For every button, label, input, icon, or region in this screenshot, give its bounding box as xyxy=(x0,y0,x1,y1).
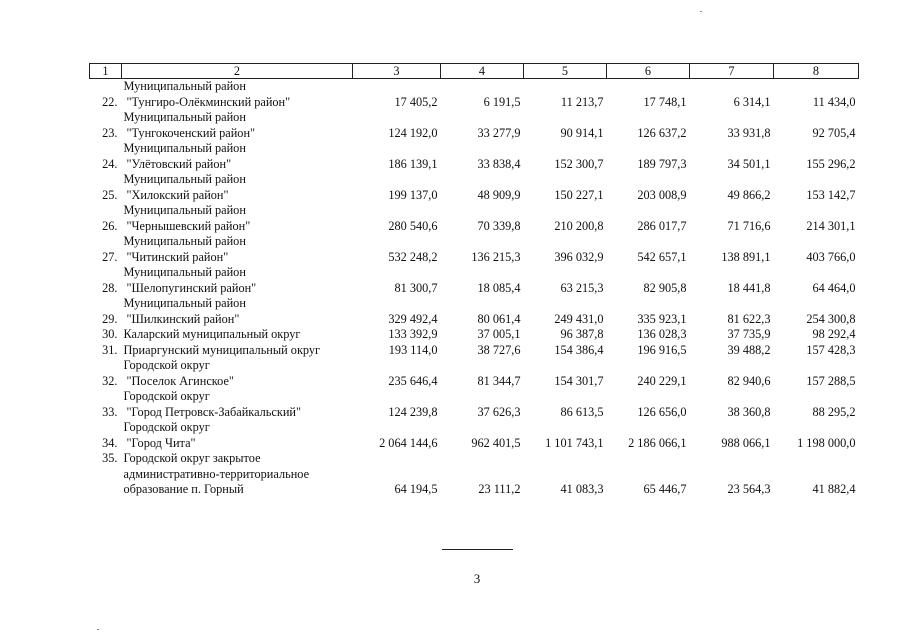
value-cell-col-5: 152 300,7 xyxy=(554,156,604,171)
value-cell-col-5: 210 200,8 xyxy=(554,218,604,233)
municipality-name xyxy=(122,141,353,172)
row-number: 32. xyxy=(102,373,118,388)
column-header-5: 5 xyxy=(524,64,607,79)
value-cell-col-7: 81 622,3 xyxy=(727,311,771,326)
value-cell-col-7: 39 488,2 xyxy=(727,342,771,357)
municipality-name-line: "Хилокский район" xyxy=(126,187,229,202)
table-row xyxy=(90,110,859,141)
value-cell-col-7: 138 891,1 xyxy=(721,249,771,264)
municipality-name-line: Каларский муниципальный округ xyxy=(123,327,301,341)
row-number: 34. xyxy=(102,435,118,450)
value-cell-col-7: 23 564,3 xyxy=(727,482,771,496)
scan-speck xyxy=(97,629,99,630)
municipality-name-line: "Чернышевский район" xyxy=(126,218,251,233)
value-cell-col-7: 38 360,8 xyxy=(727,404,771,419)
municipality-name-line: "Шелопугинский район" xyxy=(126,280,257,295)
footnote-separator xyxy=(442,549,513,550)
table-row xyxy=(90,79,859,111)
value-cell-col-7: 37 735,9 xyxy=(727,327,771,341)
value-cell-col-6: 286 017,7 xyxy=(637,218,687,233)
value-cell-col-7: 34 501,1 xyxy=(727,156,771,171)
table-row xyxy=(90,420,859,451)
municipality-name xyxy=(122,451,353,498)
value-cell-col-5: 41 083,3 xyxy=(560,482,604,496)
table-row xyxy=(90,265,859,296)
value-cell-col-6: 2 186 066,1 xyxy=(628,435,687,450)
value-cell-col-4: 81 344,7 xyxy=(477,373,521,388)
municipality-name-line: "Город Петровск-Забайкальский" xyxy=(126,404,302,419)
value-cell-col-6: 65 446,7 xyxy=(643,482,687,496)
table-row xyxy=(90,343,859,359)
value-cell-col-3: 2 064 144,6 xyxy=(379,435,438,450)
municipality-name-line: "Поселок Агинское" xyxy=(126,373,234,388)
value-cell-col-7: 71 716,6 xyxy=(727,218,771,233)
value-cell-col-3: 17 405,2 xyxy=(394,94,438,109)
municipality-name xyxy=(122,327,353,343)
municipality-name-line: Городской округ xyxy=(123,420,210,434)
value-cell-col-8: 11 434,0 xyxy=(812,94,856,109)
value-cell-col-7: 82 940,6 xyxy=(727,373,771,388)
table-row xyxy=(90,389,859,420)
municipality-name xyxy=(122,420,353,451)
value-cell-col-3: 235 646,4 xyxy=(388,373,438,388)
table-row xyxy=(90,141,859,172)
municipality-name xyxy=(122,110,353,141)
municipality-name-line: "Улётовский район" xyxy=(126,156,232,171)
municipality-name-line: Городской округ xyxy=(123,389,210,403)
municipality-name-line: Муниципальный район xyxy=(123,172,246,186)
value-cell-col-8: 155 296,2 xyxy=(806,156,856,171)
value-cell-col-6: 542 657,1 xyxy=(637,249,687,264)
value-cell-col-5: 1 101 743,1 xyxy=(545,435,604,450)
value-cell-col-4: 37 005,1 xyxy=(477,327,521,341)
value-cell-col-7: 49 866,2 xyxy=(727,187,771,202)
municipality-name-line: "Читинский район" xyxy=(126,249,229,264)
value-cell-col-5: 86 613,5 xyxy=(560,404,604,419)
value-cell-col-5: 396 032,9 xyxy=(554,249,604,264)
municipality-name xyxy=(122,172,353,203)
table-row xyxy=(90,451,859,498)
table-row xyxy=(90,172,859,203)
row-number: 35. xyxy=(102,451,118,465)
value-cell-col-5: 150 227,1 xyxy=(554,187,604,202)
value-cell-col-5: 154 386,4 xyxy=(554,342,604,357)
value-cell-col-4: 33 277,9 xyxy=(477,125,521,140)
value-cell-col-4: 37 626,3 xyxy=(477,404,521,419)
value-cell-col-6: 189 797,3 xyxy=(637,156,687,171)
column-header-4: 4 xyxy=(441,64,524,79)
page-number: 3 xyxy=(473,571,481,586)
value-cell-col-8: 64 464,0 xyxy=(812,280,856,295)
municipality-name-line: Муниципальный район xyxy=(123,296,246,310)
value-cell-col-7: 18 441,8 xyxy=(727,280,771,295)
budget-table xyxy=(89,63,859,498)
value-cell-col-7: 33 931,8 xyxy=(727,125,771,140)
value-cell-col-6: 126 656,0 xyxy=(637,404,687,419)
row-number: 30. xyxy=(102,327,118,341)
municipality-name xyxy=(122,296,353,327)
municipality-name-line: Городской округ xyxy=(123,358,210,372)
municipality-name xyxy=(122,203,353,234)
value-cell-col-3: 124 192,0 xyxy=(388,125,438,140)
municipality-name xyxy=(122,358,353,389)
value-cell-col-8: 157 428,3 xyxy=(806,342,856,357)
value-cell-col-6: 335 923,1 xyxy=(637,311,687,326)
row-number: 29. xyxy=(102,311,118,326)
value-cell-col-4: 18 085,4 xyxy=(477,280,521,295)
value-cell-col-8: 157 288,5 xyxy=(806,373,856,388)
value-cell-col-4: 80 061,4 xyxy=(477,311,521,326)
column-header-1: 1 xyxy=(90,64,122,79)
value-cell-col-3: 64 194,5 xyxy=(394,482,438,496)
municipality-name-line: административно-территориальное xyxy=(123,466,310,481)
value-cell-col-3: 81 300,7 xyxy=(394,280,438,295)
value-cell-col-3: 532 248,2 xyxy=(388,249,438,264)
row-number: 24. xyxy=(102,156,118,171)
row-number: 23. xyxy=(102,125,118,140)
row-number: 26. xyxy=(102,218,118,233)
row-number: 27. xyxy=(102,249,118,264)
row-number: 33. xyxy=(102,404,118,419)
row-number: 31. xyxy=(102,342,118,357)
value-cell-col-6: 240 229,1 xyxy=(637,373,687,388)
municipality-name-line: "Тунгиро-Олёкминский район" xyxy=(126,94,291,109)
table-row xyxy=(90,296,859,327)
value-cell-col-4: 136 215,3 xyxy=(471,249,521,264)
value-cell-col-7: 988 066,1 xyxy=(721,435,771,450)
value-cell-col-3: 280 540,6 xyxy=(388,218,438,233)
row-number: 22. xyxy=(102,94,118,109)
column-header-3: 3 xyxy=(353,64,441,79)
table-row xyxy=(90,358,859,389)
municipality-name-line: Приаргунский муниципальный округ xyxy=(123,342,321,357)
column-header-7: 7 xyxy=(690,64,774,79)
value-cell-col-5: 249 431,0 xyxy=(554,311,604,326)
table-body xyxy=(90,79,859,498)
municipality-name xyxy=(122,265,353,296)
value-cell-col-5: 90 914,1 xyxy=(560,125,604,140)
municipality-name-line: Городской округ закрытое xyxy=(123,451,261,465)
value-cell-col-8: 1 198 000,0 xyxy=(797,435,856,450)
municipality-name-line: "Тунгокоченский район" xyxy=(126,125,256,140)
value-cell-col-6: 203 008,9 xyxy=(637,187,687,202)
row-number: 25. xyxy=(102,187,118,202)
value-cell-col-5: 63 215,3 xyxy=(560,280,604,295)
municipality-name-line: Муниципальный район xyxy=(123,141,246,155)
value-cell-col-4: 6 191,5 xyxy=(483,94,521,109)
municipality-name-line: Муниципальный район xyxy=(123,234,246,248)
municipality-name-line: "Город Чита" xyxy=(126,435,196,450)
value-cell-col-5: 11 213,7 xyxy=(560,94,604,109)
table-row xyxy=(90,203,859,234)
value-cell-col-3: 124 239,8 xyxy=(388,404,438,419)
value-cell-col-8: 41 882,4 xyxy=(812,482,856,496)
value-cell-col-3: 329 492,4 xyxy=(388,311,438,326)
value-cell-col-8: 214 301,1 xyxy=(806,218,856,233)
municipality-name xyxy=(122,389,353,420)
value-cell-col-7: 6 314,1 xyxy=(733,94,771,109)
municipality-name xyxy=(122,79,353,111)
value-cell-col-5: 96 387,8 xyxy=(560,327,604,341)
value-cell-col-8: 88 295,2 xyxy=(812,404,856,419)
value-cell-col-3: 199 137,0 xyxy=(388,187,438,202)
table-row xyxy=(90,327,859,343)
value-cell-col-6: 136 028,3 xyxy=(637,327,687,341)
value-cell-col-6: 196 916,5 xyxy=(637,342,687,357)
scan-speck xyxy=(700,11,702,12)
value-cell-col-4: 33 838,4 xyxy=(477,156,521,171)
table-header-row xyxy=(90,64,859,79)
municipality-name-line: Муниципальный район xyxy=(123,79,246,93)
value-cell-col-3: 193 114,0 xyxy=(388,342,438,357)
value-cell-col-8: 254 300,8 xyxy=(806,311,856,326)
column-header-2: 2 xyxy=(122,64,353,79)
municipality-name-line: "Шилкинский район" xyxy=(126,311,240,326)
municipality-name xyxy=(122,343,353,359)
value-cell-col-4: 23 111,2 xyxy=(478,482,521,496)
value-cell-col-4: 48 909,9 xyxy=(477,187,521,202)
municipality-name-line: Муниципальный район xyxy=(123,110,246,124)
value-cell-col-4: 70 339,8 xyxy=(477,218,521,233)
table-row xyxy=(90,234,859,265)
value-cell-col-4: 962 401,5 xyxy=(471,435,521,450)
municipality-name-line: Муниципальный район xyxy=(123,203,246,217)
value-cell-col-3: 186 139,1 xyxy=(388,156,438,171)
column-header-6: 6 xyxy=(607,64,690,79)
value-cell-col-8: 92 705,4 xyxy=(812,125,856,140)
value-cell-col-3: 133 392,9 xyxy=(388,327,438,341)
value-cell-col-8: 98 292,4 xyxy=(812,327,856,341)
column-header-8: 8 xyxy=(774,64,859,79)
value-cell-col-6: 126 637,2 xyxy=(637,125,687,140)
municipality-name-line: образование п. Горный xyxy=(123,482,244,496)
value-cell-col-8: 403 766,0 xyxy=(806,249,856,264)
value-cell-col-5: 154 301,7 xyxy=(554,373,604,388)
municipality-name-line: Муниципальный район xyxy=(123,265,246,279)
value-cell-col-6: 82 905,8 xyxy=(643,280,687,295)
value-cell-col-6: 17 748,1 xyxy=(643,94,687,109)
row-number: 28. xyxy=(102,280,118,295)
municipality-name xyxy=(122,234,353,265)
value-cell-col-8: 153 142,7 xyxy=(806,187,856,202)
value-cell-col-4: 38 727,6 xyxy=(477,342,521,357)
